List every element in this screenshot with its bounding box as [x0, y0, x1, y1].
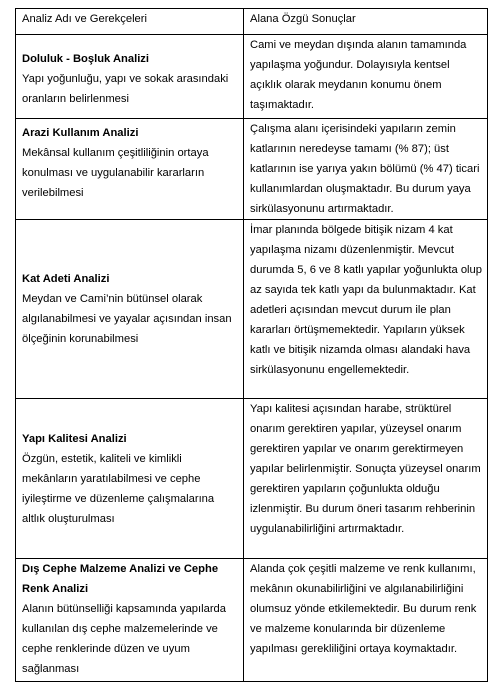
analysis-cell: [16, 220, 244, 399]
analysis-reason: Mekânsal kullanım çeşitliliğinin ortaya konulması ve uygulanabilir kararların verilebilmesi: [22, 147, 209, 199]
result-cell: Cami ve meydan dışında alanın tamamında yapılaşma yoğundur. Dolayısıyla kentsel açıklık olarak meydanın konumu önem taşımaktadır.: [244, 35, 488, 119]
table-row: [16, 119, 488, 220]
column-header-analysis: Analiz Adı ve Gerekçeleri: [16, 9, 244, 35]
analysis-table: [15, 8, 488, 682]
result-cell: Alanda çok çeşitli malzeme ve renk kullanımı, mekânın okunabilirliğini ve algılanabilirliğini olumsuz yönde etkilemektedir. Bu durum renk ve malzeme konularında bir düzenleme yapılması gerekliliğini ortaya koymaktadır.: [244, 559, 488, 682]
analysis-title: Dış Cephe Malzeme Analizi ve Cephe Renk Analizi: [22, 563, 219, 595]
analysis-reason: Meydan ve Cami’nin bütünsel olarak algılanabilmesi ve yayalar açısından insan ölçeğinin korunabilmesi: [22, 293, 232, 345]
result-cell: Yapı kalitesi açısından harabe, strüktürel onarım gerektiren yapılar, yüzeysel onarım gerektiren yapılar ve onarım gerektirmeyen yapılar belirlenmiştir. Sonuçta yüzeysel onarım gerektiren yapıların çoğunlukta olduğu izlenmiştir. Bu durum öneri tasarım rehberinin uygulanabilirliğini artırmaktadır.: [244, 399, 488, 559]
analysis-reason: Yapı yoğunluğu, yapı ve sokak arasındaki oranların belirlenmesi: [22, 72, 229, 105]
result-cell: Çalışma alanı içerisindeki yapıların zemin katlarının neredeyse tamamı (% 87); üst katlarının ise yarıya yakın bölümü (% 47) ticari kullanımlardan oluşmaktadır. Bu durum yaya sirkülasyonunu artırmaktadır.: [244, 119, 488, 220]
analysis-reason: Alanın bütünselliği kapsamında yapılarda kullanılan dış cephe malzemelerinde ve cephe renklerinde düzen ve uyum sağlanması: [22, 603, 226, 675]
analysis-title: Doluluk - Boşluk Analizi: [22, 52, 150, 65]
analysis-title: Kat Adeti Analizi: [22, 273, 110, 285]
analysis-cell: [16, 559, 244, 682]
analysis-reason: Özgün, estetik, kaliteli ve kimlikli mekânların yaratılabilmesi ve cephe iyileştirme ve düzenleme çalışmalarına altlık oluşturulması: [22, 452, 215, 525]
table-row: [16, 220, 488, 399]
analysis-cell: [16, 35, 244, 119]
table-header-row: [16, 9, 488, 35]
result-cell: İmar planında bölgede bitişik nizam 4 kat yapılaşma nizamı düzenlenmiştir. Mevcut durumda 5, 6 ve 8 katlı yapılar yoğunlukta olup az sayıda tek katlı yapı da bulunmaktadır. Kat adetleri açısından mevcut durum ile plan kararları örtüşmemektedir. Yapıların yüksek katlı ve bitişik nizamda olması alandaki hava sirkülasyonunu engellemektedir.: [244, 220, 488, 399]
analysis-title: Arazi Kullanım Analizi: [22, 127, 139, 139]
table-row: [16, 35, 488, 119]
table-row: [16, 399, 488, 559]
analysis-cell: [16, 399, 244, 559]
analysis-cell: [16, 119, 244, 220]
analysis-title: Yapı Kalitesi Analizi: [22, 432, 127, 445]
column-header-results: Alana Özgü Sonuçlar: [244, 9, 488, 35]
table-row: [16, 559, 488, 682]
